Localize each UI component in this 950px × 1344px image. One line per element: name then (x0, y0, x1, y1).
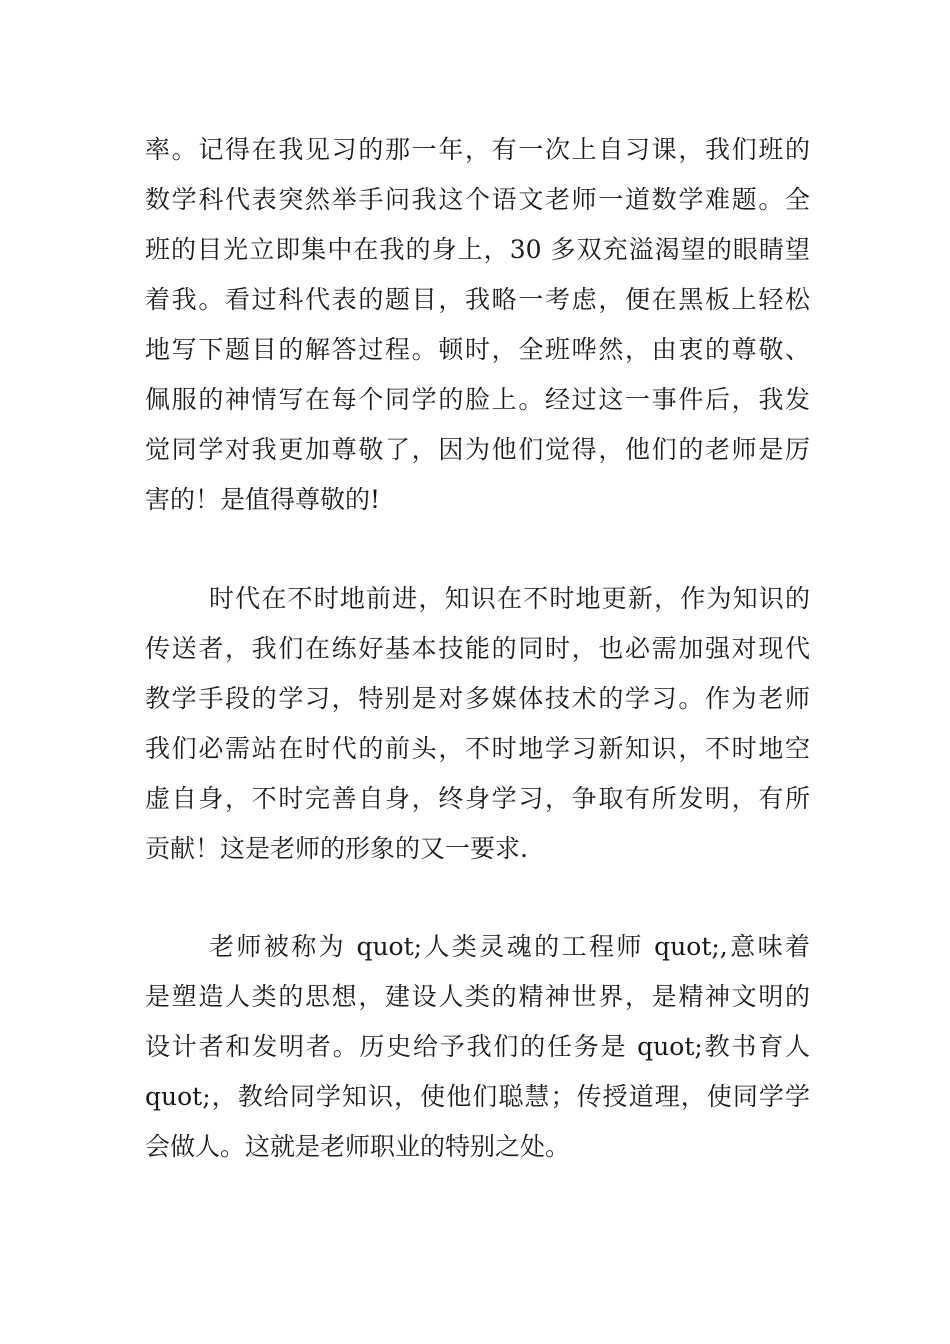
text-line: 会做人。这就是老师职业的特别之处。 (145, 1132, 571, 1161)
text-line: 率。记得在我见习的那一年，有一次上自习课，我们班的 (145, 135, 810, 164)
text-line: 地写下题目的解答过程。顿时，全班哗然，由衷的尊敬、 (145, 335, 810, 364)
text-line: 佩服的神情写在每个同学的脸上。经过这一事件后，我发 (145, 385, 810, 414)
text-line: 教学手段的学习，特别是对多媒体技术的学习。作为老师 (145, 684, 810, 713)
text-line: 设计者和发明者。历史给予我们的任务是 quot;教书育人 (145, 1032, 810, 1061)
text-line: 虚自身，不时完善自身，终身学习，争取有所发明，有所 (145, 784, 810, 813)
text-line: 传送者，我们在练好基本技能的同时，也必需加强对现代 (145, 634, 810, 663)
text-line: 着我。看过科代表的题目，我略一考虑，便在黑板上轻松 (145, 285, 810, 314)
text-line: 是塑造人类的思想，建设人类的精神世界，是精神文明的 (145, 982, 810, 1011)
text-line: 我们必需站在时代的前头，不时地学习新知识，不时地空 (145, 734, 810, 763)
text-line: 觉同学对我更加尊敬了，因为他们觉得，他们的老师是厉 (145, 435, 810, 464)
text-line: 时代在不时地前进，知识在不时地更新，作为知识的 (209, 584, 810, 613)
text-line: quot;，教给同学知识，使他们聪慧；传授道理，使同学学 (145, 1082, 810, 1111)
paragraph-3 (145, 922, 810, 1172)
text-line: 贡献！这是老师的形象的又一要求. (145, 834, 528, 863)
text-line: 数学科代表突然举手问我这个语文老师一道数学难题。全 (145, 185, 810, 214)
paragraph-1 (145, 125, 810, 525)
text-line: 老师被称为 quot;人类灵魂的工程师 quot;,意味着 (209, 932, 810, 961)
text-line: 班的目光立即集中在我的身上，30 多双充溢渴望的眼睛望 (145, 235, 810, 264)
text-line: 害的！是值得尊敬的! (145, 485, 381, 514)
paragraph-2 (145, 574, 810, 874)
